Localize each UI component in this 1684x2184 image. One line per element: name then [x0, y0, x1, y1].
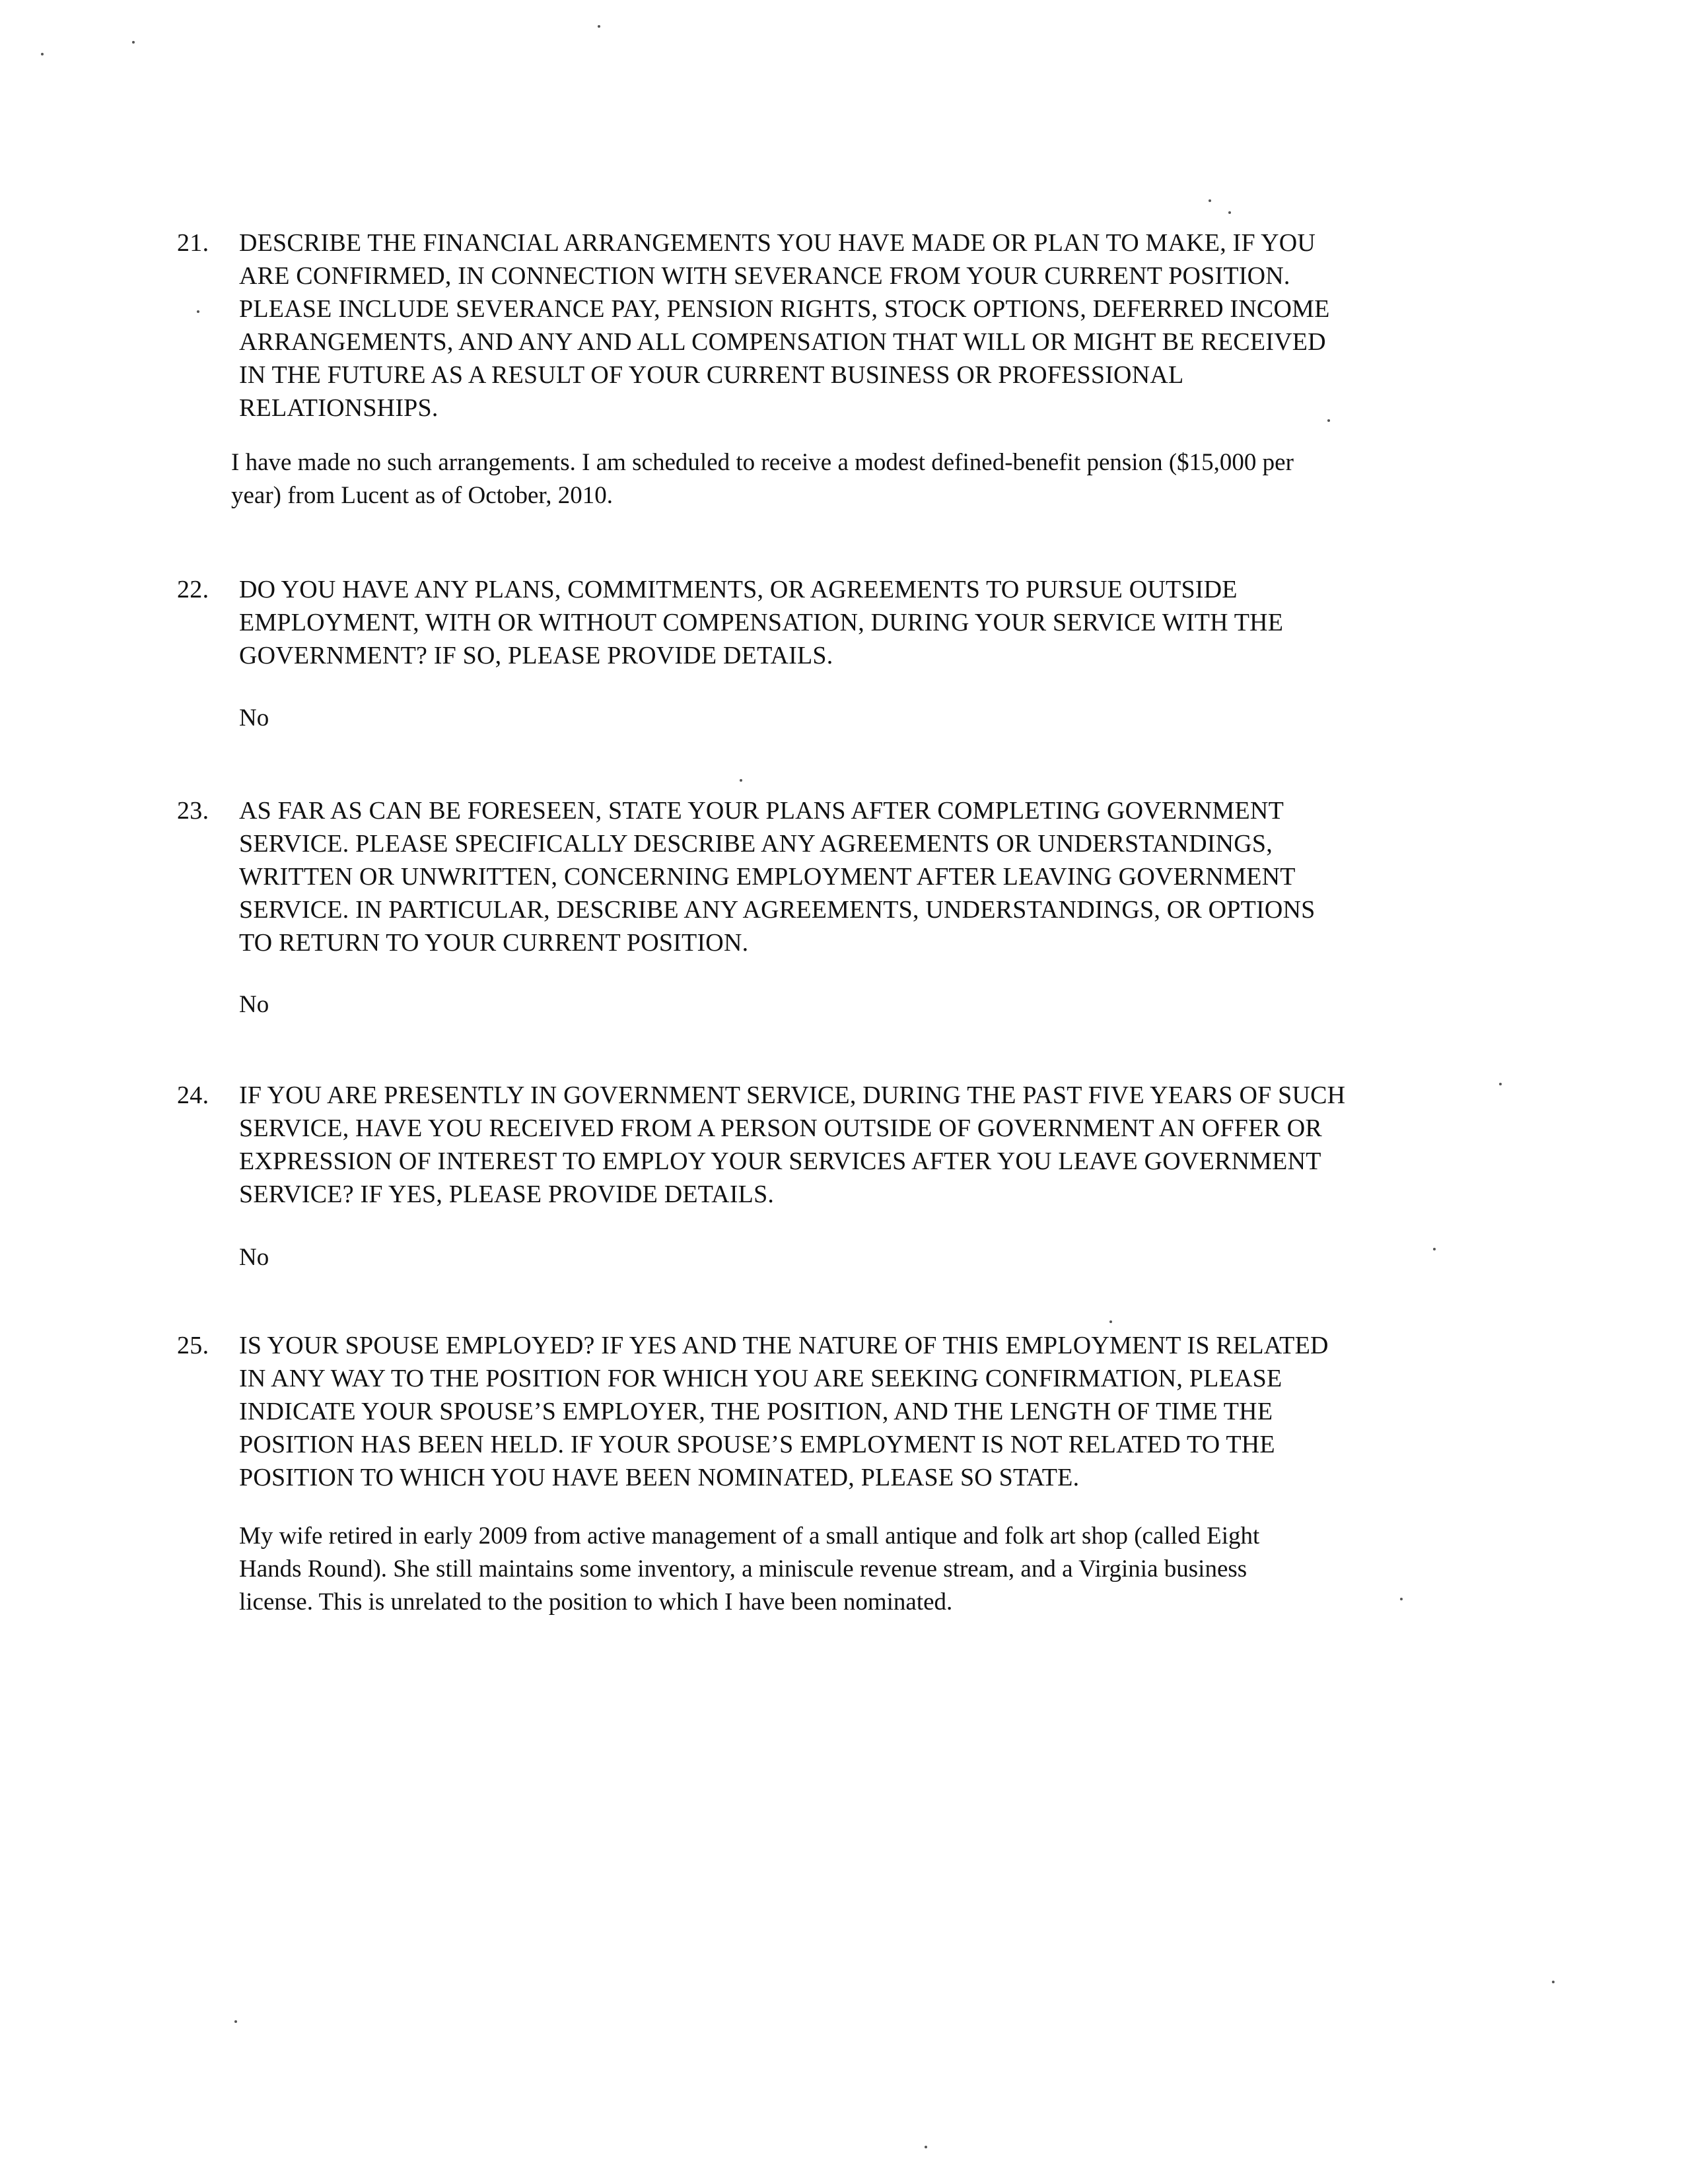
scan-speck [925, 2146, 927, 2148]
question-text: AS FAR AS CAN BE FORESEEN, STATE YOUR PLANS AFTER COMPLETING GOVERNMENT SERVICE. PLEASE SPECIFICALLY DESCRIBE ANY AGREEMENTS OR UNDERSTANDINGS, WRITTEN OR UNWRITTEN, CONCERNING EMPLOYMENT AFTER LEAVING GOVERNMENT SERVICE. IN PARTICULAR, DESCRIBE ANY AGREEMENTS, UNDERSTANDINGS, OR OPTIONS TO RETURN TO YOUR CURRENT POSITION. [239, 797, 1316, 957]
question-number: 22. [177, 576, 209, 603]
scan-speck [1327, 419, 1330, 422]
answer-21: I have made no such arrangements. I am scheduled to receive a modest defined-benefit pension ($15,000 per year) from Lucent as of October, 2010. [231, 449, 1294, 509]
question-text: DO YOU HAVE ANY PLANS, COMMITMENTS, OR AGREEMENTS TO PURSUE OUTSIDE EMPLOYMENT, WITH OR WITHOUT COMPENSATION, DURING YOUR SERVICE WITH THE GOVERNMENT? IF SO, PLEASE PROVIDE DETAILS. [239, 576, 1284, 669]
scan-speck [132, 41, 135, 44]
question-text: DESCRIBE THE FINANCIAL ARRANGEMENTS YOU HAVE MADE OR PLAN TO MAKE, IF YOU ARE CONFIRMED, IN CONNECTION WITH SEVERANCE FROM YOUR CURRENT POSITION. PLEASE INCLUDE SEVERANCE PAY, PENSION RIGHTS, STOCK OPTIONS, DEFERRED INCOME ARRANGEMENTS, AND ANY AND ALL COMPENSATION THAT WILL OR MIGHT BE RECEIVED IN THE FUTURE AS A RESULT OF YOUR CURRENT BUSINESS OR PROFESSIONAL RELATIONSHIPS. [239, 229, 1330, 422]
scan-speck [1433, 1248, 1436, 1250]
scan-speck [1228, 211, 1231, 214]
scan-speck [1499, 1083, 1502, 1085]
scan-speck [1109, 1320, 1112, 1323]
answer-22: No [239, 704, 269, 732]
question-text: IF YOU ARE PRESENTLY IN GOVERNMENT SERVICE, DURING THE PAST FIVE YEARS OF SUCH SERVICE, HAVE YOU RECEIVED FROM A PERSON OUTSIDE OF GOVERNMENT AN OFFER OR EXPRESSION OF INTEREST TO EMPLOY YOUR SERVICES AFTER YOU LEAVE GOVERNMENT SERVICE? IF YES, PLEASE PROVIDE DETAILS. [239, 1081, 1346, 1208]
scan-speck [1209, 199, 1211, 202]
scan-speck [1552, 1981, 1555, 1983]
question-number: 23. [177, 797, 209, 825]
question-text: IS YOUR SPOUSE EMPLOYED? IF YES AND THE NATURE OF THIS EMPLOYMENT IS RELATED IN ANY WAY TO THE POSITION FOR WHICH YOU ARE SEEKING CONFIRMATION, PLEASE INDICATE YOUR SPOUSE’S EMPLOYER, THE POSITION, AND THE LENGTH OF TIME THE POSITION HAS BEEN HELD. IF YOUR SPOUSE’S EMPLOYMENT IS NOT RELATED TO THE POSITION TO WHICH YOU HAVE BEEN NOMINATED, PLEASE SO STATE. [239, 1332, 1329, 1491]
scan-speck [197, 310, 199, 313]
scan-speck [1400, 1598, 1403, 1600]
scan-speck [740, 779, 742, 782]
question-number: 21. [177, 229, 209, 257]
answer-24: No [239, 1244, 269, 1271]
scan-speck [234, 2020, 237, 2023]
answer-23: No [239, 991, 269, 1018]
answer-25: My wife retired in early 2009 from active management of a small antique and folk art shop (called Eight Hands Round). She still maintains some inventory, a miniscule revenue stream, and a Virginia business license. This is unrelated to the position to which I have been nominated. [239, 1522, 1260, 1616]
scan-speck [598, 25, 600, 28]
question-number: 25. [177, 1332, 209, 1359]
question-number: 24. [177, 1081, 209, 1109]
scan-speck [41, 53, 44, 55]
